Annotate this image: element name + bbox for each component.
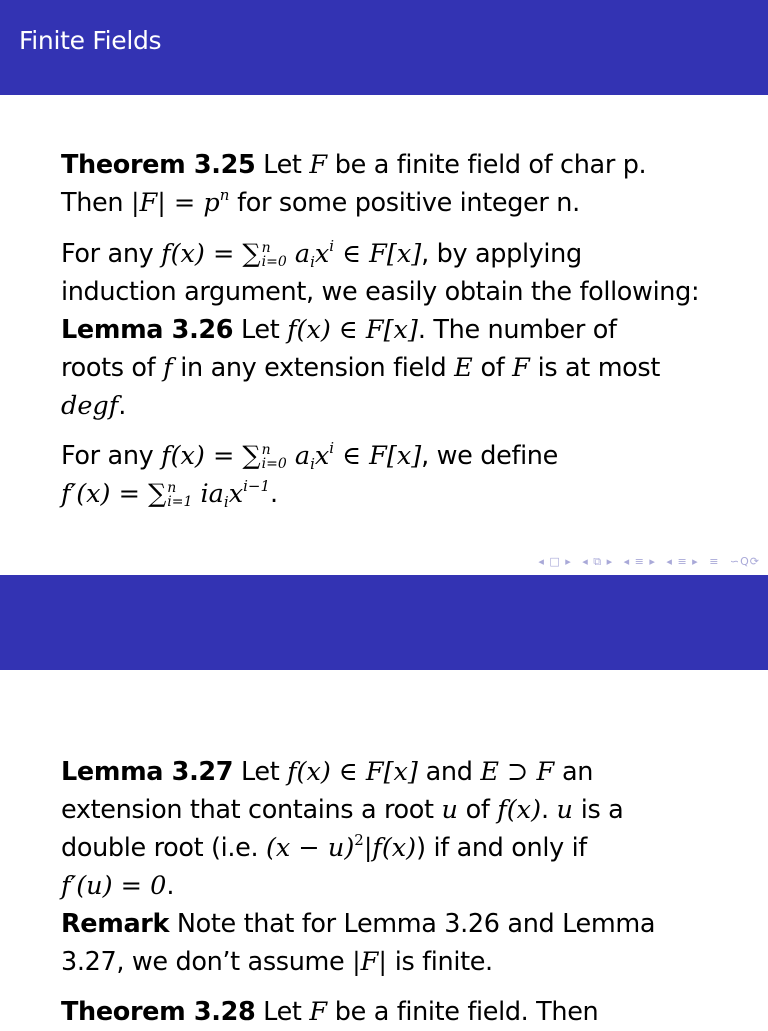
math-sup: i−1 [243, 477, 271, 495]
math: u [556, 795, 573, 825]
math-sup: i [329, 439, 335, 457]
math: |F| = p [130, 188, 220, 218]
paragraph-polynomial [61, 235, 741, 311]
remark [61, 905, 741, 981]
text: Then [61, 188, 131, 218]
nav-frame-icon[interactable]: ◂ □ ▸ [538, 555, 572, 568]
theorem-3-25 [61, 146, 741, 222]
text: be a finite field of char p. [327, 150, 647, 180]
math: ia [192, 479, 224, 509]
nav-search-icon[interactable]: ∽⁠Q⁠⟳ [729, 555, 760, 568]
text: is at most [529, 353, 661, 383]
text: ) if and only if [416, 833, 587, 863]
math: |F| [352, 947, 387, 977]
text: and [417, 757, 481, 787]
text: in any extension field [172, 353, 455, 383]
text: . [166, 871, 175, 901]
math: (x − u) [265, 833, 355, 863]
math: x [314, 239, 330, 269]
math-sup: 2 [354, 831, 364, 849]
text: is a [572, 795, 624, 825]
math: a [286, 441, 311, 471]
math-sub: i [223, 493, 229, 511]
lemma-label: Lemma 3.26 [61, 315, 234, 345]
slide-header [0, 575, 768, 670]
text: . [270, 479, 278, 509]
math-sup: i [329, 237, 335, 255]
text: Let [255, 997, 310, 1027]
text: , we define [421, 441, 558, 471]
text: For any [61, 441, 162, 471]
beamer-navigation [532, 555, 760, 569]
text: Let [233, 315, 288, 345]
sum-upper: n [261, 240, 271, 256]
nav-toc-icon[interactable]: ≡ [709, 555, 720, 568]
text: of [457, 795, 498, 825]
math: E [454, 353, 473, 383]
remark-label: Remark [61, 909, 170, 939]
text: For any [61, 239, 162, 269]
text: for some positive integer n. [229, 188, 580, 218]
math: f(x) ∈ F[x] [287, 315, 418, 345]
math: F [512, 353, 530, 383]
sum-lower: i=1 [167, 494, 193, 510]
math: f(x) = ∑ [161, 239, 261, 269]
sum-lower: i=0 [261, 456, 287, 472]
lemma-3-27 [61, 753, 741, 905]
math: F [309, 997, 328, 1027]
math: f′(u) = 0 [61, 871, 167, 901]
text: roots of [61, 353, 164, 383]
text: of [472, 353, 513, 383]
text: extension that contains a root [61, 795, 442, 825]
math: E ⊃ F [480, 757, 555, 787]
text: be a finite field. Then [327, 997, 599, 1027]
theorem-3-28 [61, 993, 741, 1031]
math: x [314, 441, 330, 471]
nav-section-icon[interactable]: ◂ ≡ ▸ [623, 555, 656, 568]
math: f′(x) = ∑ [61, 479, 167, 509]
math: x [228, 479, 244, 509]
text: . The number of [417, 315, 617, 345]
text: Let [255, 150, 310, 180]
sum-lower: i=0 [261, 254, 287, 270]
text: is finite. [386, 947, 493, 977]
text: Note that for Lemma 3.26 and Lemma [169, 909, 656, 939]
text: an [554, 757, 594, 787]
math: f(x) = ∑ [161, 441, 261, 471]
lemma-label: Lemma 3.27 [61, 757, 234, 787]
text: double root (i.e. [61, 833, 266, 863]
nav-presentation-icon[interactable]: ◂ ≡ ▸ [666, 555, 699, 568]
math-sup: n [219, 186, 230, 204]
text: Let [233, 757, 288, 787]
slide-2 [0, 575, 768, 1027]
nav-subsection-icon[interactable]: ◂ ⧉ ▸ [582, 555, 614, 568]
text: induction argument, we easily obtain the following: [61, 277, 700, 307]
sum-upper: n [261, 442, 271, 458]
lemma-3-26 [61, 311, 741, 425]
math-sub: i [310, 253, 315, 271]
math: f [163, 353, 173, 383]
text: . [118, 391, 126, 421]
text: , by applying [421, 239, 582, 269]
math: u [441, 795, 458, 825]
math: F [309, 150, 328, 180]
text: . [541, 795, 557, 825]
math: degf [61, 391, 119, 421]
text: 3.27, we don’t assume [61, 947, 353, 977]
sum-upper: n [167, 480, 177, 496]
slide-title: Finite Fields [19, 26, 162, 55]
math: ∈ F[x] [334, 239, 422, 269]
math: ∈ F[x] [334, 441, 422, 471]
theorem-label: Theorem 3.28 [61, 997, 256, 1027]
math-sub: i [310, 455, 315, 473]
slide-header [0, 0, 768, 95]
math: |f(x) [363, 833, 417, 863]
math: f(x) ∈ F[x] [287, 757, 418, 787]
paragraph-derivative [61, 437, 741, 513]
math: a [286, 239, 311, 269]
math: f(x) [497, 795, 542, 825]
theorem-label: Theorem 3.25 [61, 150, 256, 180]
